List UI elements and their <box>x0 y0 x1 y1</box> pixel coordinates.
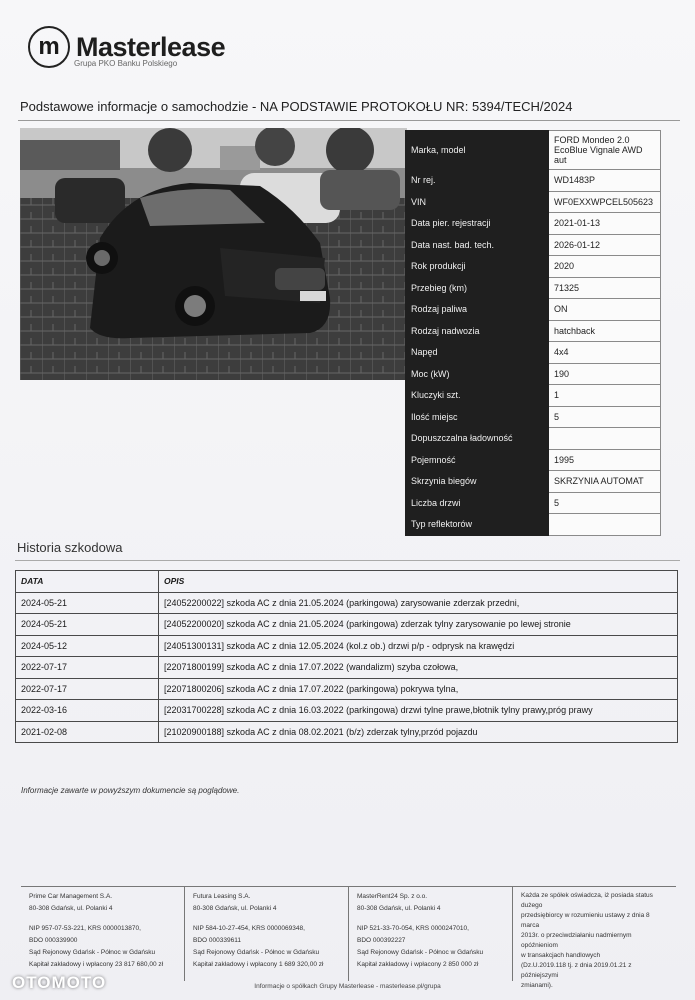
spec-value: 1995 <box>549 449 661 471</box>
footer-line: Futura Leasing S.A. <box>193 893 251 900</box>
footer-company-3 <box>349 887 513 981</box>
spec-label: Kluczyki szt. <box>406 385 549 407</box>
footer-line: NIP 521-33-70-054, KRS 0000247010, <box>357 925 469 932</box>
spec-label: Rodzaj nadwozia <box>406 320 549 342</box>
vehicle-specs-table <box>405 130 661 536</box>
disclaimer-note: Informacje zawarte w powyższym dokumencie są poglądowe. <box>21 786 240 795</box>
otomoto-watermark: OTOMOTO <box>12 973 107 992</box>
spec-label: Rodzaj paliwa <box>406 299 549 321</box>
history-date: 2024-05-12 <box>16 635 159 657</box>
footer-line: przedsiębiorcy w rozumieniu ustawy z dnia 8 marca <box>521 912 650 929</box>
footer-line: w transakcjach handlowych <box>521 952 601 959</box>
history-desc: [22071800199] szkoda AC z dnia 17.07.2022 (wandalizm) szyba czołowa, <box>159 657 678 679</box>
spec-row <box>406 131 661 170</box>
spec-value: 71325 <box>549 277 661 299</box>
footer-line: 2013r. o przeciwdziałaniu nadmiernym opóźnieniom <box>521 932 632 949</box>
footer-line <box>193 915 340 923</box>
history-col-desc: OPIS <box>159 571 678 593</box>
footer-line <box>29 915 176 923</box>
brand-name: Masterlease <box>76 31 226 62</box>
history-date: 2024-05-21 <box>16 592 159 614</box>
spec-value: 2020 <box>549 256 661 278</box>
footer-line: Każda ze spółek oświadcza, iż posiada status dużego <box>521 892 653 909</box>
spec-row <box>406 406 661 428</box>
spec-row <box>406 363 661 385</box>
footer-line: BDO 000339900 <box>29 937 78 944</box>
spec-row <box>406 213 661 235</box>
history-row <box>16 635 678 657</box>
history-desc: [21020900188] szkoda AC z dnia 08.02.2021 (b/z) zderzak tylny,przód pojazdu <box>159 721 678 743</box>
spec-label: Data pier. rejestracji <box>406 213 549 235</box>
damage-history-table <box>15 570 678 743</box>
spec-row <box>406 277 661 299</box>
footer-line: Kapitał zakładowy i wpłacony 2 850 000 zł <box>357 961 479 968</box>
spec-label: Dopuszczalna ładowność <box>406 428 549 450</box>
spec-label: Moc (kW) <box>406 363 549 385</box>
footer-line: Sąd Rejonowy Gdańsk - Północ w Gdańsku <box>357 949 484 956</box>
history-header-row <box>16 571 678 593</box>
spec-value: WF0EXXWPCEL505623 <box>549 191 661 213</box>
footer-line: Kapitał zakładowy i wpłacony 1 689 320,00 zł <box>193 961 324 968</box>
history-desc: [22031700228] szkoda AC z dnia 16.03.2022 (parkingowa) drzwi tylne prawe,błotnik tylny prawy,próg prawy <box>159 700 678 722</box>
brand-subtitle: Grupa PKO Banku Polskiego <box>74 59 178 68</box>
spec-row <box>406 342 661 364</box>
footer-line: MasterRent24 Sp. z o.o. <box>357 893 428 900</box>
spec-value: SKRZYNIA AUTOMAT <box>549 471 661 493</box>
footer-line: 80-308 Gdańsk, ul. Polanki 4 <box>357 905 441 912</box>
history-desc: [24052200020] szkoda AC z dnia 21.05.2024 (parkingowa) zderzak tylny zarysowanie po lewej stronie <box>159 614 678 636</box>
spec-row <box>406 471 661 493</box>
logo-mark: m <box>28 26 70 68</box>
footer-statement <box>513 887 676 989</box>
spec-value: 5 <box>549 492 661 514</box>
spec-row <box>406 514 661 536</box>
footer-line: Sąd Rejonowy Gdańsk - Północ w Gdańsku <box>29 949 156 956</box>
document-title: Podstawowe informacje o samochodzie - NA PODSTAWIE PROTOKOŁU NR: 5394/TECH/2024 <box>20 99 573 114</box>
footer-company-1 <box>21 887 185 981</box>
spec-value: hatchback <box>549 320 661 342</box>
history-date: 2022-07-17 <box>16 678 159 700</box>
spec-label: Marka, model <box>406 131 549 170</box>
spec-label: Ilość miejsc <box>406 406 549 428</box>
footer-line: NIP 584-10-27-454, KRS 0000069348, <box>193 925 305 932</box>
history-row <box>16 721 678 743</box>
footer-line: 80-308 Gdańsk, ul. Polanki 4 <box>193 905 277 912</box>
history-date: 2024-05-21 <box>16 614 159 636</box>
spec-row <box>406 256 661 278</box>
footer-line: (Dz.U.2019.118 tj. z dnia 2019.01.21 z późniejszymi <box>521 962 632 979</box>
history-row <box>16 700 678 722</box>
spec-value: FORD Mondeo 2.0 EcoBlue Vignale AWD aut <box>549 131 661 170</box>
spec-row <box>406 191 661 213</box>
spec-row <box>406 492 661 514</box>
spec-label: Skrzynia biegów <box>406 471 549 493</box>
footer-line: Sąd Rejonowy Gdańsk - Północ w Gdańsku <box>193 949 320 956</box>
spec-label: Typ reflektorów <box>406 514 549 536</box>
title-divider <box>18 120 680 121</box>
history-title: Historia szkodowa <box>17 540 123 555</box>
spec-row <box>406 385 661 407</box>
spec-label: Pojemność <box>406 449 549 471</box>
history-row <box>16 614 678 636</box>
spec-label: Liczba drzwi <box>406 492 549 514</box>
spec-row <box>406 234 661 256</box>
footer-line: NIP 957-07-53-221, KRS 0000013870, <box>29 925 141 932</box>
spec-value <box>549 428 661 450</box>
history-row <box>16 678 678 700</box>
footer-line: 80-308 Gdańsk, ul. Polanki 4 <box>29 905 113 912</box>
spec-value: 190 <box>549 363 661 385</box>
spec-row <box>406 299 661 321</box>
footer-line: Prime Car Management S.A. <box>29 893 113 900</box>
spec-row <box>406 170 661 192</box>
footer-line: zmianami). <box>521 982 553 989</box>
spec-label: Przebieg (km) <box>406 277 549 299</box>
history-row <box>16 657 678 679</box>
spec-value: WD1483P <box>549 170 661 192</box>
history-col-date: DATA <box>16 571 159 593</box>
spec-label: Data nast. bad. tech. <box>406 234 549 256</box>
car-photo <box>20 128 407 380</box>
spec-value: 4x4 <box>549 342 661 364</box>
spec-label: Napęd <box>406 342 549 364</box>
spec-value: 2021-01-13 <box>549 213 661 235</box>
spec-value <box>549 514 661 536</box>
history-divider <box>15 560 680 561</box>
spec-value: 2026-01-12 <box>549 234 661 256</box>
spec-label: Rok produkcji <box>406 256 549 278</box>
spec-value: 5 <box>549 406 661 428</box>
history-desc: [24052200022] szkoda AC z dnia 21.05.2024 (parkingowa) zarysowanie zderzak przedni, <box>159 592 678 614</box>
car-photo-illustration <box>20 128 407 380</box>
footer-company-2 <box>185 887 349 981</box>
spec-label: VIN <box>406 191 549 213</box>
footer-group-link[interactable]: Informacje o spółkach Grupy Masterlease - masterlease.pl/grupa <box>254 983 441 990</box>
spec-row <box>406 449 661 471</box>
history-desc: [24051300131] szkoda AC z dnia 12.05.2024 (kol.z ob.) drzwi p/p - odprysk na krawędzi <box>159 635 678 657</box>
spec-value: 1 <box>549 385 661 407</box>
footer-line: Kapitał zakładowy i wpłacony 23 817 680,00 zł <box>29 961 164 968</box>
footer-line <box>357 915 504 923</box>
history-date: 2022-03-16 <box>16 700 159 722</box>
history-date: 2021-02-08 <box>16 721 159 743</box>
spec-row <box>406 320 661 342</box>
history-date: 2022-07-17 <box>16 657 159 679</box>
footer-line: BDO 000392227 <box>357 937 406 944</box>
spec-row <box>406 428 661 450</box>
spec-value: ON <box>549 299 661 321</box>
history-row <box>16 592 678 614</box>
footer-line: BDO 000339611 <box>193 937 241 944</box>
spec-label: Nr rej. <box>406 170 549 192</box>
history-desc: [22071800206] szkoda AC z dnia 17.07.2022 (parkingowa) pokrywa tylna, <box>159 678 678 700</box>
